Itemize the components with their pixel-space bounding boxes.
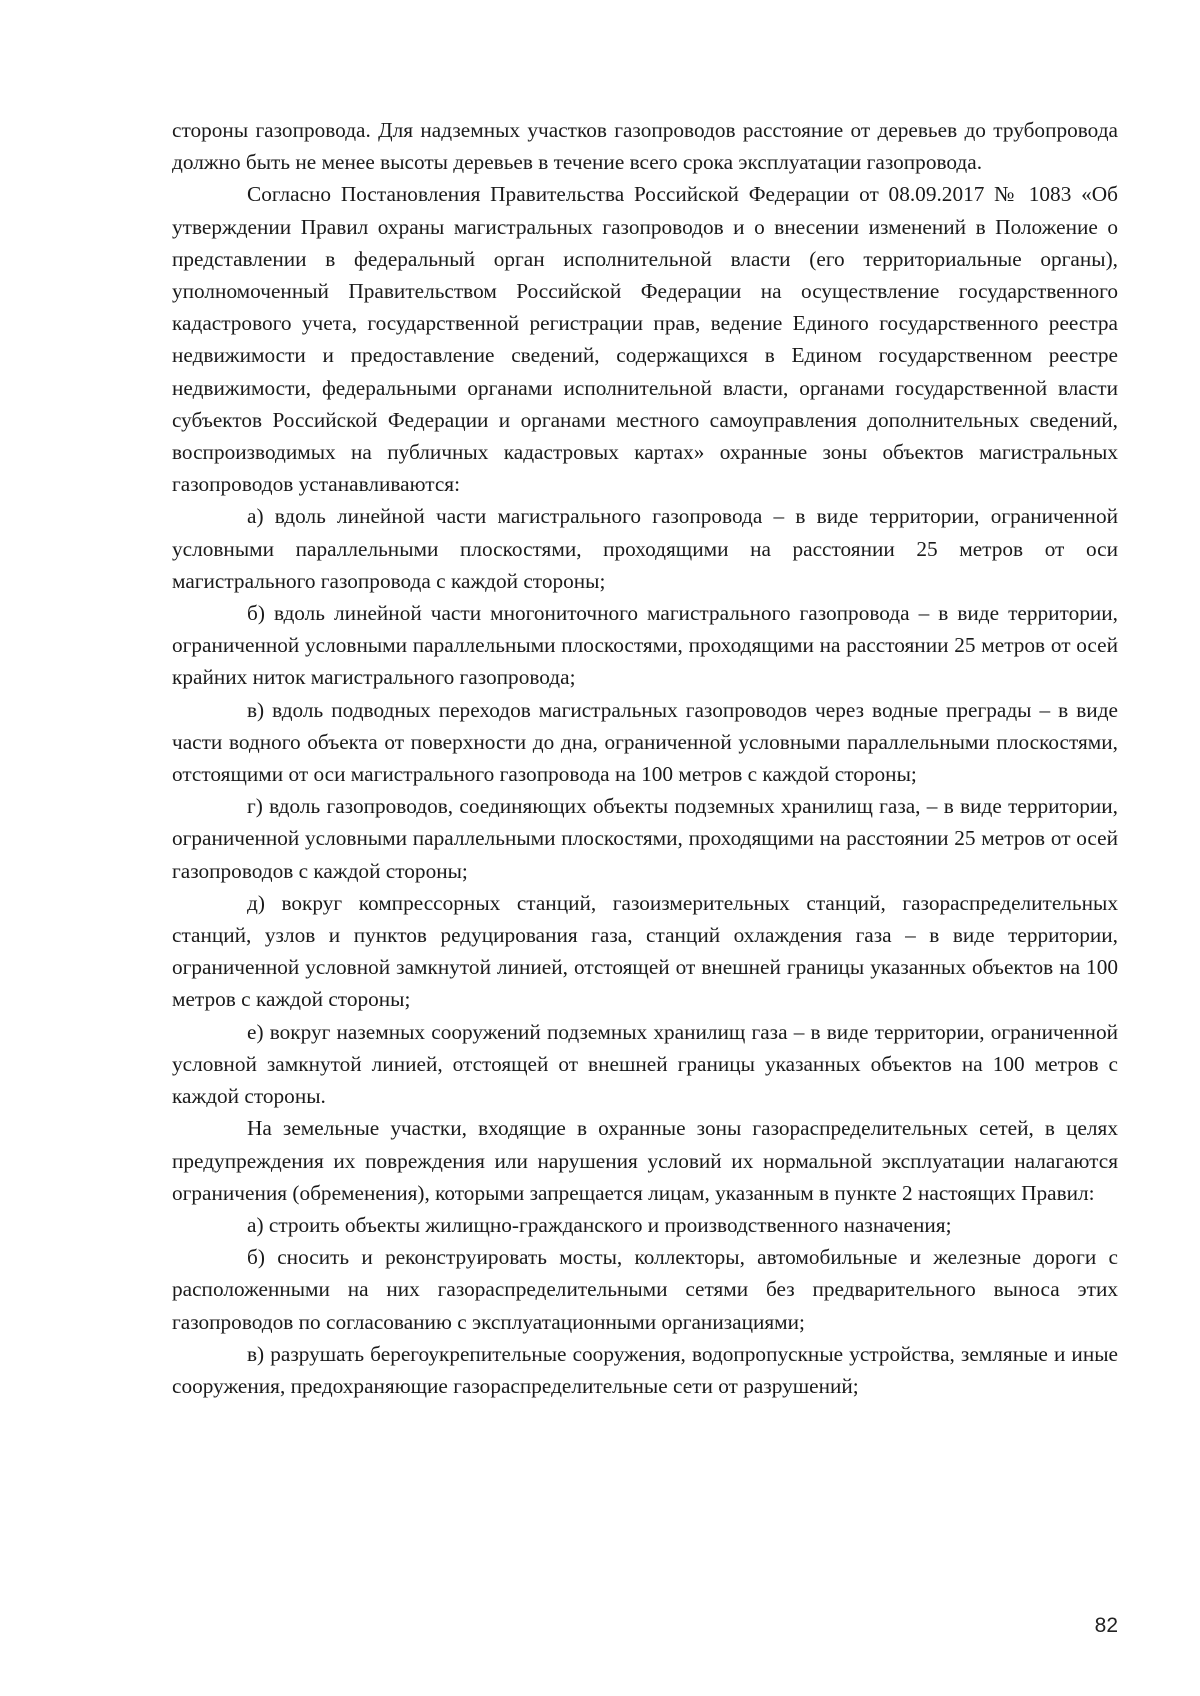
restriction-item-a: а) строить объекты жилищно-гражданского и производственного назначения; <box>247 1212 952 1237</box>
page-number: 82 <box>1094 1614 1118 1637</box>
list-item-d: д) вокруг компрессорных станций, газоизмерительных станций, газораспределительных станций, узлов и пунктов редуцирования газа, станций охлаждения газа – в виде территории, ограниченной условной замкнутой линией, отстоящей от внешней границы указанных объектов на 100 метров с каждой стороны; <box>172 890 1118 1012</box>
list-item-b: б) вдоль линейной части многониточного магистрального газопровода – в виде территории, ограниченной условными параллельными плоскостями, проходящими на расстоянии 25 метров от осей крайних ниток магистрального газопровода; <box>172 601 1118 690</box>
list-item-a: а) вдоль линейной части магистрального газопровода – в виде территории, ограниченной условными параллельными плоскостями, проходящими на расстоянии 25 метров от оси магистрального газопровода с каждой стороны; <box>172 504 1118 593</box>
list-item-g: г) вдоль газопроводов, соединяющих объекты подземных хранилищ газа, – в виде территории, ограниченной условными параллельными плоскостями, проходящими на расстоянии 25 метров от осей газопроводов с каждой стороны; <box>172 794 1118 883</box>
paragraph-restrictions-intro: На земельные участки, входящие в охранные зоны газораспределительных сетей, в целях предупреждения их повреждения или нарушения условий их нормальной эксплуатации налагаются ограничения (обременения), которыми запрещается лицам, указанным в пункте 2 настоящих Правил: <box>172 1116 1118 1205</box>
paragraph-decree-intro: Согласно Постановления Правительства Российской Федерации от 08.09.2017 № 1083 «Об утверждении Правил охраны магистральных газопроводов и о внесении изменений в Положение о представлении в федеральный орган исполнительной власти (его территориальные органы), уполномоченный Правительством Российской Федерации на осуществление государственного кадастрового учета, государственной регистрации прав, ведение Единого государственного реестра недвижимости и предоставление сведений, содержащихся в Едином государственном реестре недвижимости, федеральными органами исполнительной власти, органами государственной власти субъектов Российской Федерации и органами местного самоуправления дополнительных сведений, воспроизводимых на публичных кадастровых картах» охранные зоны объектов магистральных газопроводов устанавливаются: <box>172 182 1118 497</box>
document-page <box>172 114 1118 1402</box>
list-item-e: е) вокруг наземных сооружений подземных хранилищ газа – в виде территории, ограниченной условной замкнутой линией, отстоящей от внешней границы указанных объектов на 100 метров с каждой стороны. <box>172 1019 1118 1109</box>
paragraph-continuation: стороны газопровода. Для надземных участков газопроводов расстояние от деревьев до трубопровода должно быть не менее высоты деревьев в течение всего срока эксплуатации газопровода. <box>172 118 1118 175</box>
list-item-v: в) вдоль подводных переходов магистральных газопроводов через водные преграды – в виде части водного объекта от поверхности до дна, ограниченной условными параллельными плоскостями, отстоящими от оси магистрального газопровода на 100 метров с каждой стороны; <box>172 697 1118 787</box>
restriction-item-v: в) разрушать берегоукрепительные сооружения, водопропускные устройства, земляные и иные сооружения, предохраняющие газораспределительные сети от разрушений; <box>172 1341 1118 1398</box>
restriction-item-b: б) сносить и реконструировать мосты, коллекторы, автомобильные и железные дороги с расположенными на них газораспределительными сетями без предварительного выноса этих газопроводов по согласованию с эксплуатационными организациями; <box>172 1245 1118 1334</box>
